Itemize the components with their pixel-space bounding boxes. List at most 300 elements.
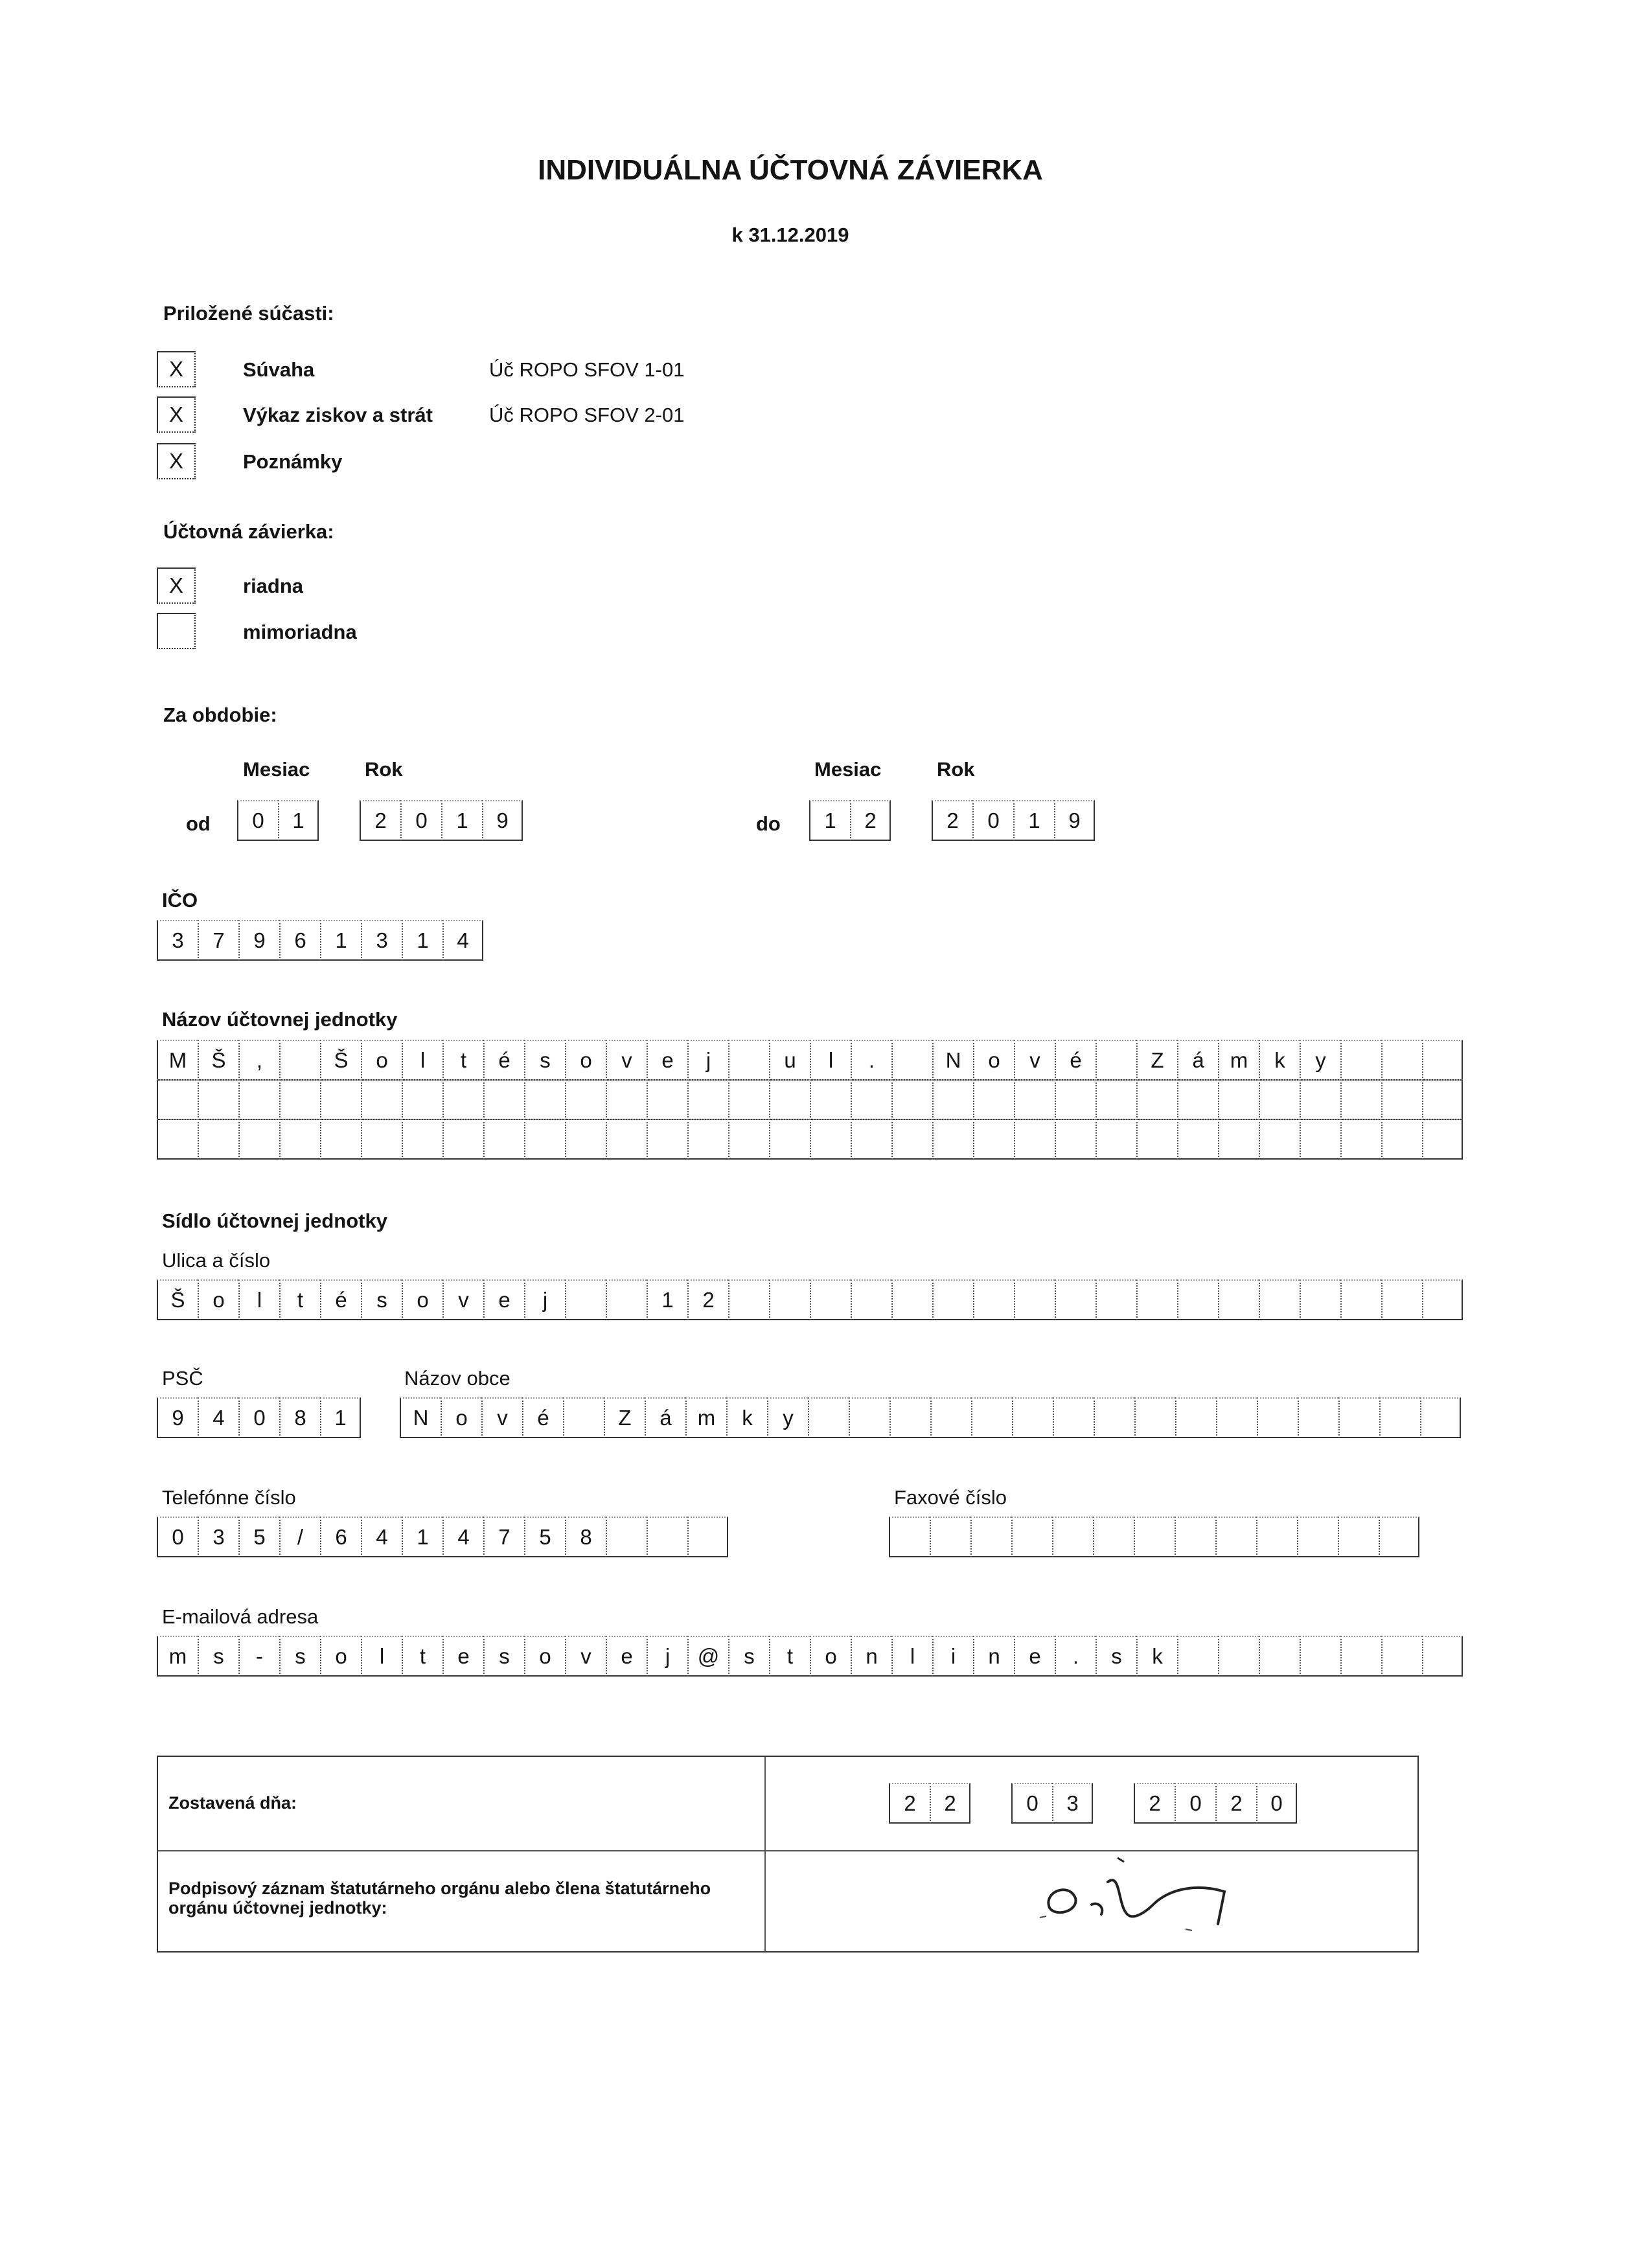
entity-name-row-3: [157, 1119, 1463, 1160]
cell[interactable]: [563, 1397, 604, 1438]
cell[interactable]: l: [238, 1279, 279, 1320]
cell[interactable]: [1256, 1517, 1297, 1557]
cell[interactable]: o: [810, 1636, 851, 1677]
cell[interactable]: [1338, 1517, 1379, 1557]
cell[interactable]: 0: [1256, 1783, 1297, 1824]
cell[interactable]: v: [606, 1040, 647, 1081]
cell[interactable]: t: [402, 1636, 442, 1677]
cell[interactable]: s: [728, 1636, 769, 1677]
cell[interactable]: [1422, 1119, 1463, 1160]
cell[interactable]: [647, 1119, 687, 1160]
cell[interactable]: s: [361, 1279, 402, 1320]
cell[interactable]: [606, 1517, 647, 1557]
cell[interactable]: m: [157, 1636, 198, 1677]
compiled-label: Zostavená dňa:: [168, 1793, 297, 1813]
cell[interactable]: [810, 1119, 851, 1160]
cell[interactable]: [687, 1517, 728, 1557]
cell[interactable]: [851, 1279, 891, 1320]
cell[interactable]: i: [932, 1636, 973, 1677]
cell[interactable]: 6: [279, 920, 320, 961]
cell[interactable]: [1136, 1279, 1177, 1320]
from-year-label: Rok: [365, 758, 403, 781]
cell[interactable]: v: [442, 1279, 483, 1320]
from-month-label: Mesiac: [243, 758, 310, 781]
cell[interactable]: 3: [198, 1517, 238, 1557]
component-label-poznamky: Poznámky: [243, 450, 343, 473]
cell[interactable]: j: [647, 1636, 687, 1677]
cell[interactable]: 8: [565, 1517, 606, 1557]
closing-type-heading: Účtovná závierka:: [163, 520, 334, 543]
cell[interactable]: [932, 1079, 973, 1120]
cell[interactable]: [361, 1119, 402, 1160]
document-title: INDIVIDUÁLNA ÚČTOVNÁ ZÁVIERKA: [538, 154, 1043, 186]
cell[interactable]: [1014, 1279, 1055, 1320]
cell[interactable]: 2: [850, 800, 891, 841]
cell[interactable]: l: [810, 1040, 851, 1081]
cell[interactable]: [524, 1079, 565, 1120]
cell[interactable]: .: [1055, 1636, 1096, 1677]
cell[interactable]: [647, 1079, 687, 1120]
cell[interactable]: [320, 1119, 361, 1160]
cell[interactable]: [1300, 1119, 1340, 1160]
cell[interactable]: [1259, 1119, 1300, 1160]
cell[interactable]: [1379, 1517, 1419, 1557]
entity-name-row-2: [157, 1079, 1463, 1120]
cell[interactable]: [1055, 1279, 1096, 1320]
cell[interactable]: 2: [930, 1783, 970, 1824]
entity-name-label: Názov účtovnej jednotky: [162, 1008, 398, 1031]
period-heading: Za obdobie:: [163, 704, 277, 726]
cell[interactable]: 9: [1054, 800, 1095, 841]
cell[interactable]: [1340, 1279, 1381, 1320]
component-label-suvaha: Súvaha: [243, 358, 315, 381]
closing-label-riadna: riadna: [243, 575, 304, 597]
cell[interactable]: [728, 1119, 769, 1160]
cell[interactable]: [930, 1397, 971, 1438]
cell[interactable]: [769, 1119, 810, 1160]
cell[interactable]: [1300, 1636, 1340, 1677]
checkbox-vykaz[interactable]: X: [157, 396, 196, 433]
cell[interactable]: 2: [889, 1783, 930, 1824]
cell[interactable]: [932, 1119, 973, 1160]
cell[interactable]: [808, 1397, 849, 1438]
to-year-cells: [932, 800, 1095, 841]
cell[interactable]: [1177, 1119, 1218, 1160]
component-code-suvaha: Úč ROPO SFOV 1-01: [489, 358, 685, 381]
cell[interactable]: [1011, 1517, 1052, 1557]
cell[interactable]: e: [647, 1040, 687, 1081]
cell[interactable]: n: [851, 1636, 891, 1677]
cell[interactable]: e: [606, 1636, 647, 1677]
phone-cells: [157, 1517, 728, 1557]
cell[interactable]: [891, 1119, 932, 1160]
phone-label: Telefónne číslo: [162, 1486, 296, 1509]
cell[interactable]: [1096, 1119, 1136, 1160]
cell[interactable]: s: [198, 1636, 238, 1677]
address-heading: Sídlo účtovnej jednotky: [162, 1209, 387, 1232]
cell[interactable]: Š: [320, 1040, 361, 1081]
cell[interactable]: [728, 1040, 769, 1081]
cell[interactable]: /: [279, 1517, 320, 1557]
cell[interactable]: [1177, 1079, 1218, 1120]
cell[interactable]: [1096, 1040, 1136, 1081]
cell[interactable]: [687, 1079, 728, 1120]
cell[interactable]: [1134, 1517, 1175, 1557]
cell[interactable]: [1134, 1397, 1175, 1438]
cell[interactable]: [810, 1279, 851, 1320]
cell[interactable]: [1297, 1517, 1338, 1557]
cell[interactable]: [932, 1279, 973, 1320]
cell[interactable]: [1298, 1397, 1338, 1438]
cell[interactable]: 0: [157, 1517, 198, 1557]
cell[interactable]: [483, 1119, 524, 1160]
cell[interactable]: [1096, 1079, 1136, 1120]
cell[interactable]: [1381, 1279, 1422, 1320]
cell[interactable]: [238, 1079, 279, 1120]
cell[interactable]: 0: [1011, 1783, 1052, 1824]
cell[interactable]: [1215, 1517, 1256, 1557]
street-label: Ulica a číslo: [162, 1249, 271, 1272]
cell[interactable]: [565, 1119, 606, 1160]
ico-cells: [157, 920, 483, 961]
signature-label: Podpisový záznam štatutárneho orgánu alebo člena štatutárneho orgánu účtovnej jednotky:: [168, 1879, 711, 1918]
cell[interactable]: [728, 1079, 769, 1120]
cell[interactable]: 1: [1013, 800, 1054, 841]
cell[interactable]: [1300, 1079, 1340, 1120]
component-label-vykaz: Výkaz ziskov a strát: [243, 404, 433, 426]
ico-label: IČO: [162, 889, 198, 911]
cell[interactable]: [891, 1279, 932, 1320]
cell[interactable]: [851, 1119, 891, 1160]
cell[interactable]: o: [565, 1040, 606, 1081]
cell[interactable]: e: [442, 1636, 483, 1677]
compiled-day-cells: [889, 1783, 970, 1824]
cell[interactable]: [1177, 1636, 1218, 1677]
from-year-cells: [360, 800, 523, 841]
cell[interactable]: 4: [361, 1517, 402, 1557]
cell[interactable]: [891, 1079, 932, 1120]
cell[interactable]: 1: [809, 800, 850, 841]
cell[interactable]: [1096, 1279, 1136, 1320]
cell[interactable]: é: [320, 1279, 361, 1320]
cell[interactable]: o: [361, 1040, 402, 1081]
compiled-month-cells: [1011, 1783, 1093, 1824]
cell[interactable]: 2: [1134, 1783, 1175, 1824]
cell[interactable]: [361, 1079, 402, 1120]
cell[interactable]: [442, 1079, 483, 1120]
cell[interactable]: l: [402, 1040, 442, 1081]
cell[interactable]: [1177, 1279, 1218, 1320]
cell[interactable]: [1259, 1636, 1300, 1677]
cell[interactable]: N: [932, 1040, 973, 1081]
cell[interactable]: [1014, 1079, 1055, 1120]
cell[interactable]: 1: [441, 800, 482, 841]
cell[interactable]: [320, 1079, 361, 1120]
cell[interactable]: 4: [442, 920, 483, 961]
cell[interactable]: 1: [320, 920, 361, 961]
document-date: k 31.12.2019: [731, 223, 849, 246]
cell[interactable]: [279, 1079, 320, 1120]
cell[interactable]: é: [1055, 1040, 1096, 1081]
cell[interactable]: l: [891, 1636, 932, 1677]
cell[interactable]: v: [1014, 1040, 1055, 1081]
to-month-cells: [809, 800, 891, 841]
cell[interactable]: [402, 1079, 442, 1120]
cell[interactable]: [687, 1119, 728, 1160]
cell[interactable]: 8: [279, 1397, 320, 1438]
cell[interactable]: o: [198, 1279, 238, 1320]
cell[interactable]: [1093, 1517, 1134, 1557]
cell[interactable]: s: [279, 1636, 320, 1677]
cell[interactable]: 1: [647, 1279, 687, 1320]
cell[interactable]: m: [1218, 1040, 1259, 1081]
cell[interactable]: t: [442, 1040, 483, 1081]
cell[interactable]: y: [1300, 1040, 1340, 1081]
cell[interactable]: y: [767, 1397, 808, 1438]
cell[interactable]: [970, 1517, 1011, 1557]
cell[interactable]: [402, 1119, 442, 1160]
email-cells: [157, 1636, 1463, 1677]
closing-label-mimoriadna: mimoriadna: [243, 621, 357, 643]
cell[interactable]: s: [1096, 1636, 1136, 1677]
footer-column-divider: [764, 1757, 766, 1951]
cell[interactable]: -: [238, 1636, 279, 1677]
cell[interactable]: [930, 1517, 970, 1557]
cell[interactable]: 6: [320, 1517, 361, 1557]
cell[interactable]: u: [769, 1040, 810, 1081]
cell[interactable]: l: [361, 1636, 402, 1677]
cell[interactable]: [849, 1397, 889, 1438]
cell[interactable]: [889, 1397, 930, 1438]
cell[interactable]: 2: [360, 800, 400, 841]
cell[interactable]: Š: [198, 1040, 238, 1081]
to-year-label: Rok: [937, 758, 975, 781]
cell[interactable]: [157, 1119, 198, 1160]
checkbox-suvaha[interactable]: X: [157, 351, 196, 387]
cell[interactable]: [851, 1079, 891, 1120]
cell[interactable]: [198, 1119, 238, 1160]
cell[interactable]: [769, 1279, 810, 1320]
cell[interactable]: é: [483, 1040, 524, 1081]
cell[interactable]: [606, 1119, 647, 1160]
checkbox-riadna[interactable]: X: [157, 567, 196, 604]
cell[interactable]: o: [402, 1279, 442, 1320]
cell[interactable]: [1055, 1079, 1096, 1120]
cell[interactable]: [279, 1119, 320, 1160]
cell[interactable]: 1: [320, 1397, 361, 1438]
cell[interactable]: s: [483, 1636, 524, 1677]
cell[interactable]: [647, 1517, 687, 1557]
cell[interactable]: Z: [1136, 1040, 1177, 1081]
cell[interactable]: 2: [1215, 1783, 1256, 1824]
cell[interactable]: [157, 1079, 198, 1120]
signature-scribble: [1030, 1853, 1263, 1943]
cell[interactable]: e: [483, 1279, 524, 1320]
cell[interactable]: [1218, 1636, 1259, 1677]
checkbox-mimoriadna[interactable]: [157, 613, 196, 649]
cell[interactable]: v: [481, 1397, 522, 1438]
cell[interactable]: 4: [442, 1517, 483, 1557]
cell[interactable]: [1422, 1636, 1463, 1677]
city-cells: [400, 1397, 1461, 1438]
cell[interactable]: [1259, 1079, 1300, 1120]
cell[interactable]: [1381, 1079, 1422, 1120]
cell[interactable]: [1379, 1397, 1420, 1438]
cell[interactable]: [1422, 1279, 1463, 1320]
cell[interactable]: á: [645, 1397, 685, 1438]
checkbox-poznamky[interactable]: X: [157, 443, 196, 479]
cell[interactable]: [1422, 1040, 1463, 1081]
cell[interactable]: 4: [198, 1397, 238, 1438]
cell[interactable]: [1381, 1636, 1422, 1677]
cell[interactable]: o: [524, 1636, 565, 1677]
cell[interactable]: [1175, 1397, 1216, 1438]
cell[interactable]: [1216, 1397, 1257, 1438]
cell[interactable]: 9: [238, 920, 279, 961]
cell[interactable]: [1055, 1119, 1096, 1160]
cell[interactable]: ,: [238, 1040, 279, 1081]
cell[interactable]: N: [400, 1397, 441, 1438]
components-heading: Priložené súčasti:: [163, 302, 334, 325]
cell[interactable]: j: [524, 1279, 565, 1320]
cell[interactable]: [483, 1079, 524, 1120]
cell[interactable]: v: [565, 1636, 606, 1677]
cell[interactable]: [1014, 1119, 1055, 1160]
cell[interactable]: [279, 1040, 320, 1081]
cell[interactable]: [973, 1119, 1014, 1160]
cell[interactable]: [973, 1279, 1014, 1320]
cell[interactable]: o: [320, 1636, 361, 1677]
fax-cells: [889, 1517, 1419, 1557]
cell[interactable]: [1300, 1279, 1340, 1320]
from-month-cells: [237, 800, 319, 841]
cell[interactable]: [1259, 1279, 1300, 1320]
cell[interactable]: k: [1259, 1040, 1300, 1081]
cell[interactable]: [1175, 1517, 1215, 1557]
cell[interactable]: [891, 1040, 932, 1081]
cell[interactable]: 7: [483, 1517, 524, 1557]
footer-row-divider: [158, 1850, 1417, 1851]
entity-name-row-1: [157, 1040, 1463, 1081]
cell[interactable]: [1052, 1517, 1093, 1557]
cell[interactable]: @: [687, 1636, 728, 1677]
cell[interactable]: [606, 1079, 647, 1120]
cell[interactable]: [1381, 1119, 1422, 1160]
cell[interactable]: [973, 1079, 1014, 1120]
email-label: E-mailová adresa: [162, 1605, 319, 1628]
to-month-label: Mesiac: [814, 758, 882, 781]
fax-label: Faxové číslo: [894, 1486, 1007, 1509]
cell[interactable]: [728, 1279, 769, 1320]
street-cells: [157, 1279, 1463, 1320]
cell[interactable]: [1218, 1079, 1259, 1120]
cell[interactable]: n: [973, 1636, 1014, 1677]
cell[interactable]: 7: [198, 920, 238, 961]
cell[interactable]: 2: [687, 1279, 728, 1320]
cell[interactable]: [810, 1079, 851, 1120]
cell[interactable]: [1094, 1397, 1134, 1438]
cell[interactable]: [1422, 1079, 1463, 1120]
cell[interactable]: [1053, 1397, 1094, 1438]
cell[interactable]: 1: [402, 920, 442, 961]
cell[interactable]: o: [441, 1397, 481, 1438]
cell[interactable]: m: [685, 1397, 726, 1438]
cell[interactable]: [1338, 1397, 1379, 1438]
cell[interactable]: e: [1014, 1636, 1055, 1677]
cell[interactable]: t: [279, 1279, 320, 1320]
cell[interactable]: 1: [402, 1517, 442, 1557]
cell[interactable]: t: [769, 1636, 810, 1677]
cell[interactable]: [198, 1079, 238, 1120]
cell[interactable]: Z: [604, 1397, 645, 1438]
cell[interactable]: 0: [400, 800, 441, 841]
cell[interactable]: [1012, 1397, 1053, 1438]
cell[interactable]: [1136, 1079, 1177, 1120]
cell[interactable]: [1340, 1079, 1381, 1120]
cell[interactable]: [1218, 1119, 1259, 1160]
cell[interactable]: 9: [157, 1397, 198, 1438]
cell[interactable]: [971, 1397, 1012, 1438]
cell[interactable]: [889, 1517, 930, 1557]
compiled-year-cells: [1134, 1783, 1297, 1824]
cell[interactable]: [1218, 1279, 1259, 1320]
cell[interactable]: [1136, 1119, 1177, 1160]
cell[interactable]: 3: [1052, 1783, 1093, 1824]
cell[interactable]: k: [726, 1397, 767, 1438]
cell[interactable]: .: [851, 1040, 891, 1081]
cell[interactable]: [565, 1279, 606, 1320]
cell[interactable]: 3: [361, 920, 402, 961]
cell[interactable]: 5: [524, 1517, 565, 1557]
zip-label: PSČ: [162, 1367, 203, 1390]
cell[interactable]: [606, 1279, 647, 1320]
cell[interactable]: [442, 1119, 483, 1160]
cell[interactable]: 0: [238, 1397, 279, 1438]
to-label: do: [756, 812, 781, 835]
cell[interactable]: [238, 1119, 279, 1160]
cell[interactable]: j: [687, 1040, 728, 1081]
cell[interactable]: [769, 1079, 810, 1120]
cell[interactable]: 0: [972, 800, 1013, 841]
cell[interactable]: Š: [157, 1279, 198, 1320]
cell[interactable]: 2: [932, 800, 972, 841]
cell[interactable]: k: [1136, 1636, 1177, 1677]
cell[interactable]: [1340, 1119, 1381, 1160]
cell[interactable]: [1381, 1040, 1422, 1081]
cell[interactable]: [565, 1079, 606, 1120]
cell[interactable]: 0: [237, 800, 278, 841]
cell[interactable]: s: [524, 1040, 565, 1081]
from-label: od: [186, 812, 211, 835]
cell[interactable]: 5: [238, 1517, 279, 1557]
cell[interactable]: 3: [157, 920, 198, 961]
cell[interactable]: [1340, 1040, 1381, 1081]
cell[interactable]: [1340, 1636, 1381, 1677]
cell[interactable]: M: [157, 1040, 198, 1081]
city-label: Názov obce: [404, 1367, 511, 1390]
cell[interactable]: 9: [482, 800, 523, 841]
component-code-vykaz: Úč ROPO SFOV 2-01: [489, 404, 685, 426]
cell[interactable]: 0: [1175, 1783, 1215, 1824]
cell[interactable]: [1420, 1397, 1461, 1438]
cell[interactable]: 1: [278, 800, 319, 841]
cell[interactable]: é: [522, 1397, 563, 1438]
cell[interactable]: [1257, 1397, 1298, 1438]
cell[interactable]: [524, 1119, 565, 1160]
cell[interactable]: o: [973, 1040, 1014, 1081]
cell[interactable]: á: [1177, 1040, 1218, 1081]
zip-cells: [157, 1397, 361, 1438]
